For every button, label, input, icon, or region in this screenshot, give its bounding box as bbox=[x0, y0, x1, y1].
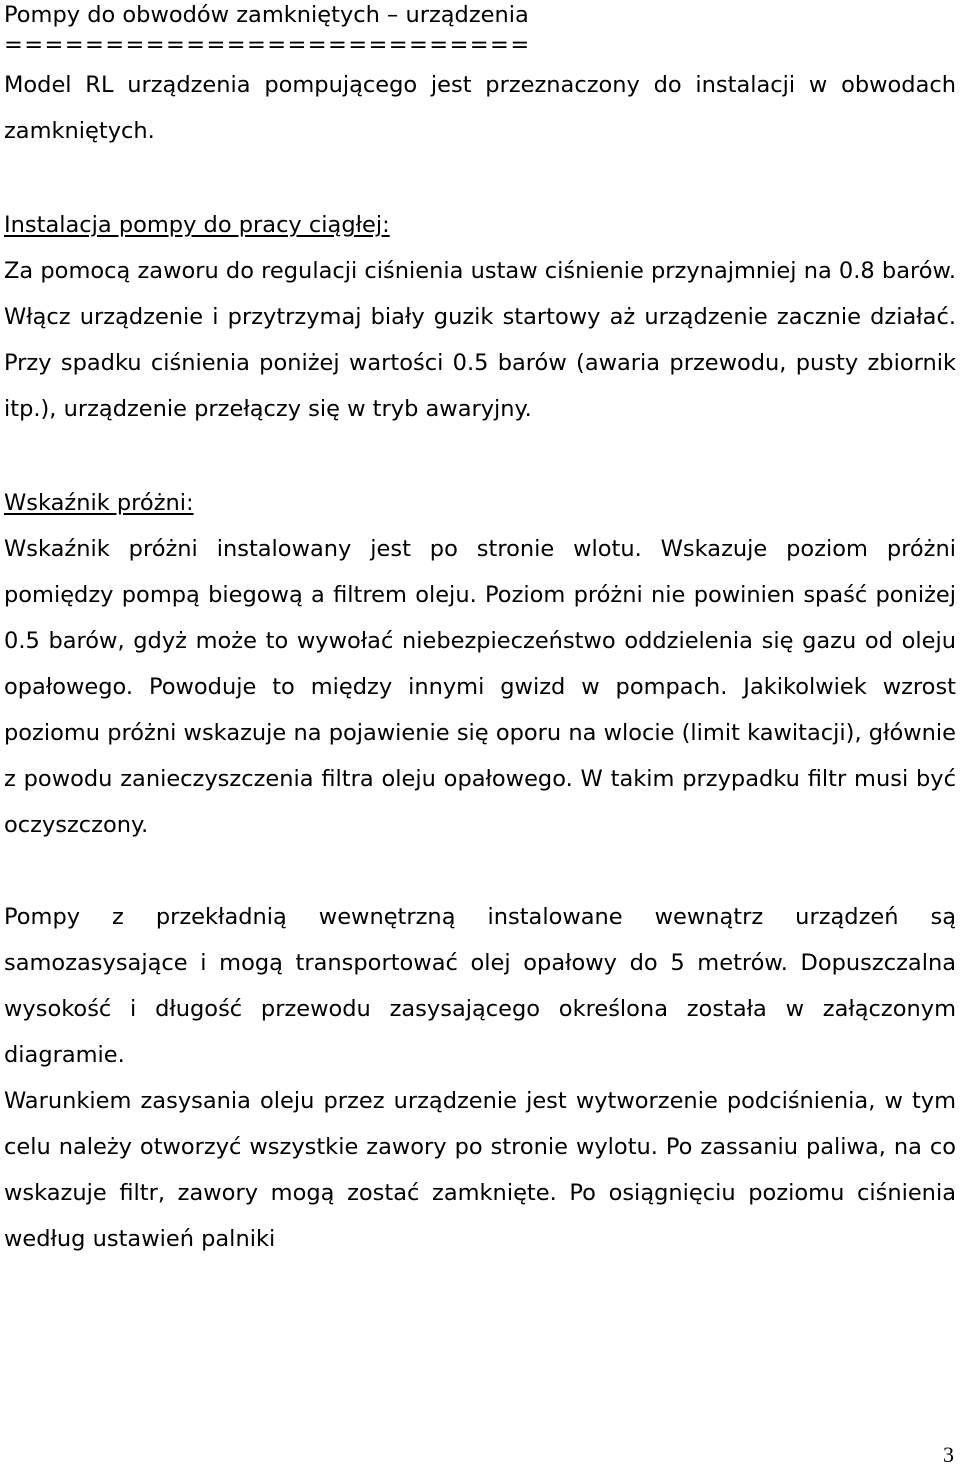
paragraph-suction-condition: Warunkiem zasysania oleju przez urządzenie jest wytworzenie podciśnienia, w tym celu należy otworzyć wszystkie zawory po stronie wylotu. Po zassaniu paliwa, na co wskazuje filtr, zawory mogą zostać zamknięte. Po osiągnięciu poziomu ciśnienia według ustawień palniki bbox=[4, 1088, 956, 1252]
section-heading-continuous-operation: Instalacja pompy do pracy ciągłej: bbox=[4, 212, 390, 238]
paragraph-self-priming-pumps: Pompy z przekładnią wewnętrzną instalowane wewnątrz urządzeń są samozasysające i mogą transportować olej opałowy do 5 metrów. Dopuszczalna wysokość i długość przewodu zasysającego określona została w załączonym diagramie. bbox=[4, 904, 956, 1068]
intro-paragraph: Model RL urządzenia pompującego jest przeznaczony do instalacji w obwodach zamkniętych. bbox=[4, 72, 956, 144]
section-body-continuous-operation: Za pomocą zaworu do regulacji ciśnienia ustaw ciśnienie przynajmniej na 0.8 barów. Włącz urządzenie i przytrzymaj biały guzik startowy aż urządzenie zacznie działać. Przy spadku ciśnienia poniżej wartości 0.5 barów (awaria przewodu, pusty zbiornik itp.), urządzenie przełączy się w tryb awaryjny. bbox=[4, 258, 956, 422]
spacer bbox=[4, 432, 956, 480]
section-body-vacuum-gauge: Wskaźnik próżni instalowany jest po stronie wlotu. Wskazuje poziom próżni pomiędzy pompą biegową a filtrem oleju. Poziom próżni nie powinien spaść poniżej 0.5 barów, gdyż może to wywołać niebezpieczeństwo oddzielenia się gazu od oleju opałowego. Powoduje to między innymi gwizd w pompach. Jakikolwiek wzrost poziomu próżni wskazuje na pojawienie się oporu na wlocie (limit kawitacji), głównie z powodu zanieczyszczenia filtra oleju opałowego. W takim przypadku filtr musi być oczyszczony. bbox=[4, 536, 956, 838]
spacer bbox=[4, 154, 956, 202]
spacer bbox=[4, 848, 956, 894]
document-title: Pompy do obwodów zamkniętych – urządzenia bbox=[4, 2, 529, 28]
section-heading-vacuum-gauge: Wskaźnik próżni: bbox=[4, 490, 194, 516]
document-page bbox=[4, 0, 956, 1262]
page-number: 3 bbox=[943, 1442, 954, 1467]
title-underline-rule: ========================== bbox=[4, 32, 531, 58]
